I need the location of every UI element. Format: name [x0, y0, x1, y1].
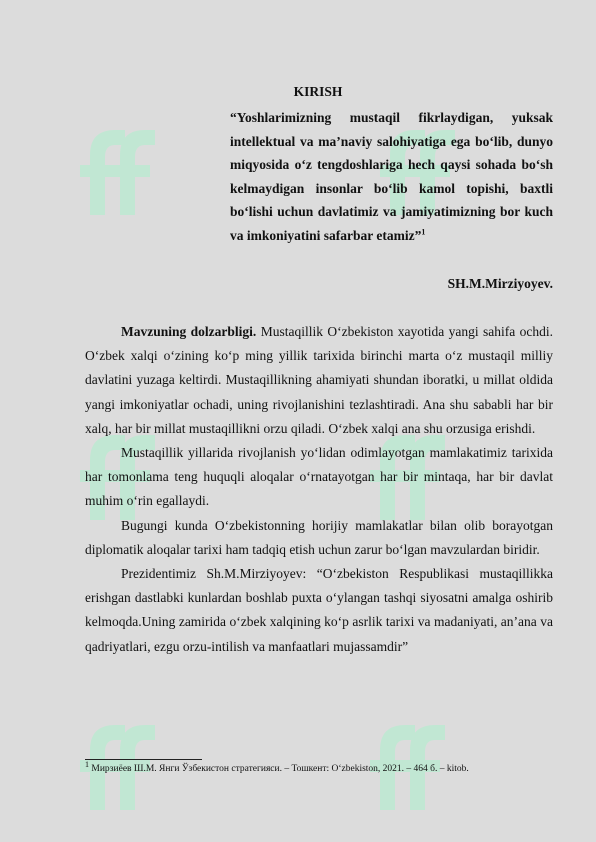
watermark-glyph-icon: [80, 115, 160, 225]
epigraph-author: SH.M.Mirziyoyev.: [447, 276, 553, 291]
paragraph: [85, 562, 553, 659]
epigraph-footnote-mark[interactable]: 1: [421, 227, 426, 237]
page-heading: KIRISH: [293, 84, 343, 99]
epigraph-quote: [230, 106, 553, 248]
epigraph-text: “Yoshlarimizning mustaqil fikrlaydigan, yuksak intellektual va ma’naviy salohiyatiga ega bo‘lib, dunyo miqyosida o‘z tengdoshlariga hech qaysi sohada bo‘sh kelmaydigan insonlar bo‘lib kamol topishi, baxtli bo‘lishi uchun davlatimiz va jamiyatimizning bor kuch va imkoniyatini safarbar etamiz”: [230, 110, 553, 243]
body-text: [85, 320, 553, 659]
paragraph: [85, 441, 553, 514]
footnote-mark: 1: [85, 759, 89, 769]
paragraph-text: Mustaqillik O‘zbekiston xayotida yangi sahifa ochdi. O‘zbek xalqi o‘zining ko‘p ming yillik tarixida birinchi marta o‘z mustaqil milliy davlatini yuzaga keltirdi. Mustaqillikning ahamiyati shundan iboratki, u millat oldida yangi imkoniyatlar ochadi, uning rivojlanishini tezlashtiradi. Ana shu sababli har bir xalq, har bir millat mustaqillikni orzu qiladi. O‘zbek xalqi ana shu orzusiga erishdi.: [85, 324, 553, 436]
paragraph-text: Mustaqillik yillarida rivojlanish yo‘lidan odimlayotgan mamlakatimiz tarixida har tomonlama teng huquqli aloqalar o‘rnatayotgan har bir mintaqa, har bir davlat muhim o‘rin egallaydi.: [85, 445, 553, 509]
footnote: [85, 759, 553, 774]
watermark-logo: [80, 95, 230, 245]
paragraph: [85, 320, 553, 441]
paragraph-lead: Mavzuning dolzarbligi.: [121, 324, 257, 339]
paragraph-text: Prezidentimiz Sh.M.Mirziyoyev: “O‘zbekiston Respublikasi mustaqillikka erishgan dastlabki kunlardan boshlab puxta o‘ylangan tashqi siyosatni amalga oshirib kelmoqda.Uning zamirida o‘zbek xalqining ko‘p asrlik tarixi va madaniyati, an’ana va qadriyatlari, ezgu orzu-intilish va manfaatlari mujassamdir”: [85, 566, 553, 654]
footnote-text: Мирзиёев Ш.М. Янги Ўзбекистон стратегияси. – Тошкент: O‘zbekiston, 2021. – 464 б. – kitob.: [89, 764, 469, 774]
paragraph-text: Bugungi kunda O‘zbekistonning horijiy mamlakatlar bilan olib borayotgan diplomatik aloqalar tarixi ham tadqiq etish uchun zarur bo‘lgan mavzulardan biridir.: [85, 517, 553, 557]
paragraph: [85, 514, 553, 562]
footnote-separator: [85, 759, 202, 760]
